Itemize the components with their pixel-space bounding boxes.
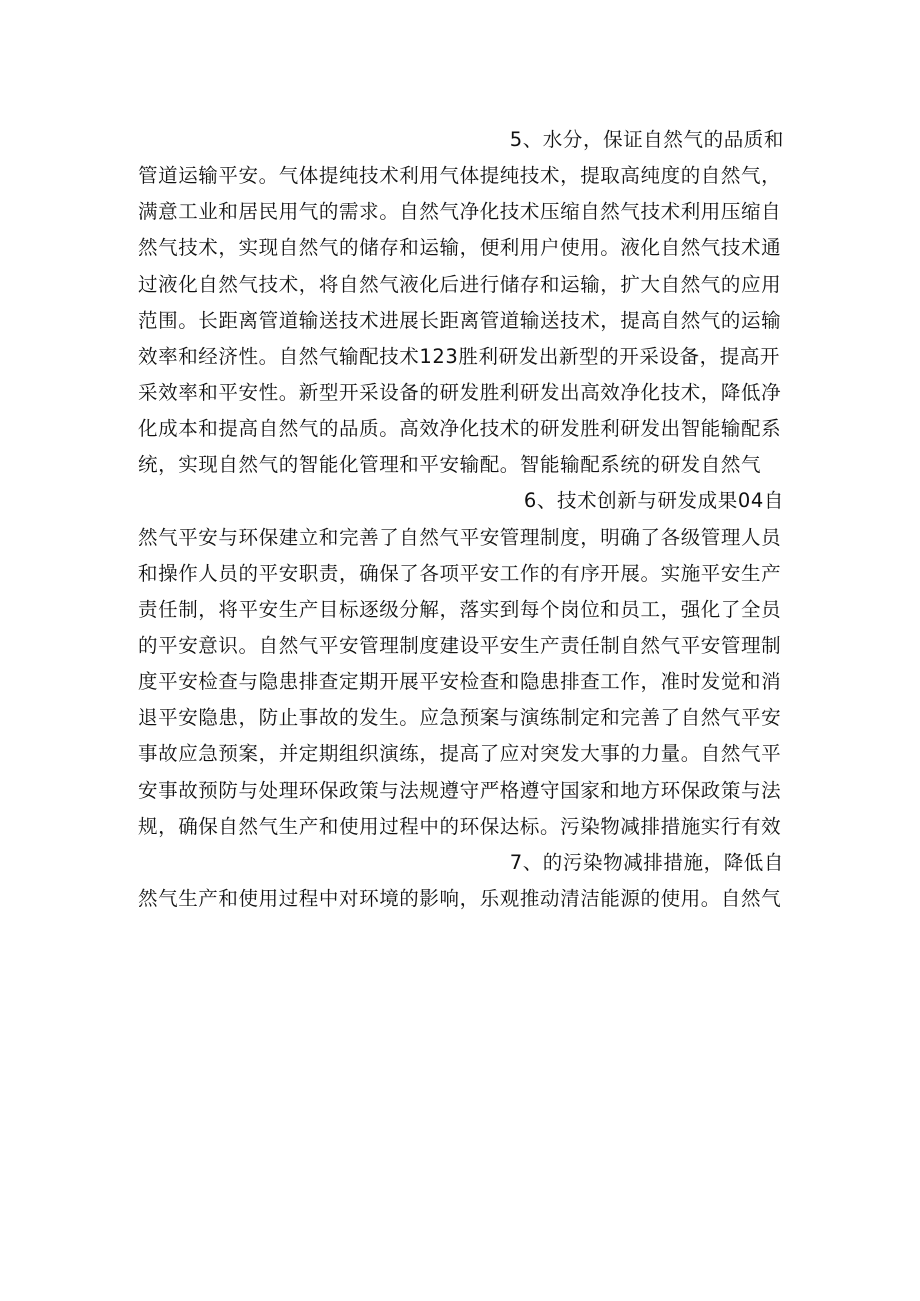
text-line: 的平安意识。自然气平安管理制度建设平安生产责任制自然气平安管理制 bbox=[138, 633, 782, 657]
text-line: 化成本和提高自然气的品质。高效净化技术的研发胜利研发出智能输配系 bbox=[138, 417, 782, 441]
text-line: 采效率和平安性。新型开采设备的研发胜利研发出高效净化技术，降低净 bbox=[138, 380, 782, 404]
text-line: 事故应急预案，并定期组织演练，提高了应对突发大事的力量。自然气平 bbox=[138, 742, 782, 766]
text-line: 管道运输平安。气体提纯技术利用气体提纯技术，提取高纯度的自然气， bbox=[138, 164, 782, 188]
section-heading-7: 7、的污染物减排措施，降低自 bbox=[509, 850, 784, 874]
section-heading-6: 6、技术创新与研发成果04自 bbox=[523, 489, 784, 513]
text-line: 退平安隐患，防止事故的发生。应急预案与演练制定和完善了自然气平安 bbox=[138, 706, 782, 730]
text-line: 然气技术，实现自然气的储存和运输，便利用户使用。液化自然气技术通 bbox=[138, 236, 782, 260]
text-line: 范围。长距离管道输送技术进展长距离管道输送技术，提高自然气的运输 bbox=[138, 308, 782, 332]
text-line: 然气平安与环保建立和完善了自然气平安管理制度，明确了各级管理人员 bbox=[138, 525, 782, 549]
text-line: 和操作人员的平安职责，确保了各项平安工作的有序开展。实施平安生产 bbox=[138, 561, 782, 585]
text-line: 统，实现自然气的智能化管理和平安输配。智能输配系统的研发自然气 bbox=[138, 453, 762, 477]
text-line: 过液化自然气技术，将自然气液化后进行储存和运输，扩大自然气的应用 bbox=[138, 272, 782, 296]
text-line: 然气生产和使用过程中对环境的影响，乐观推动清洁能源的使用。自然气 bbox=[138, 886, 782, 910]
text-line: 规，确保自然气生产和使用过程中的环保达标。污染物减排措施实行有效 bbox=[138, 814, 782, 838]
text-line: 安事故预防与处理环保政策与法规遵守严格遵守国家和地方环保政策与法 bbox=[138, 778, 782, 802]
text-line: 满意工业和居民用气的需求。自然气净化技术压缩自然气技术利用压缩自 bbox=[138, 200, 782, 224]
text-line: 度平安检查与隐患排查定期开展平安检查和隐患排查工作，准时发觉和消 bbox=[138, 670, 782, 694]
text-line: 责任制，将平安生产目标逐级分解，落实到每个岗位和员工，强化了全员 bbox=[138, 597, 782, 621]
section-heading-5: 5、水分，保证自然气的品质和 bbox=[509, 128, 784, 151]
text-line: 效率和经济性。自然气输配技术123胜利研发出新型的开采设备，提高开 bbox=[138, 344, 781, 368]
body-text bbox=[138, 122, 784, 917]
